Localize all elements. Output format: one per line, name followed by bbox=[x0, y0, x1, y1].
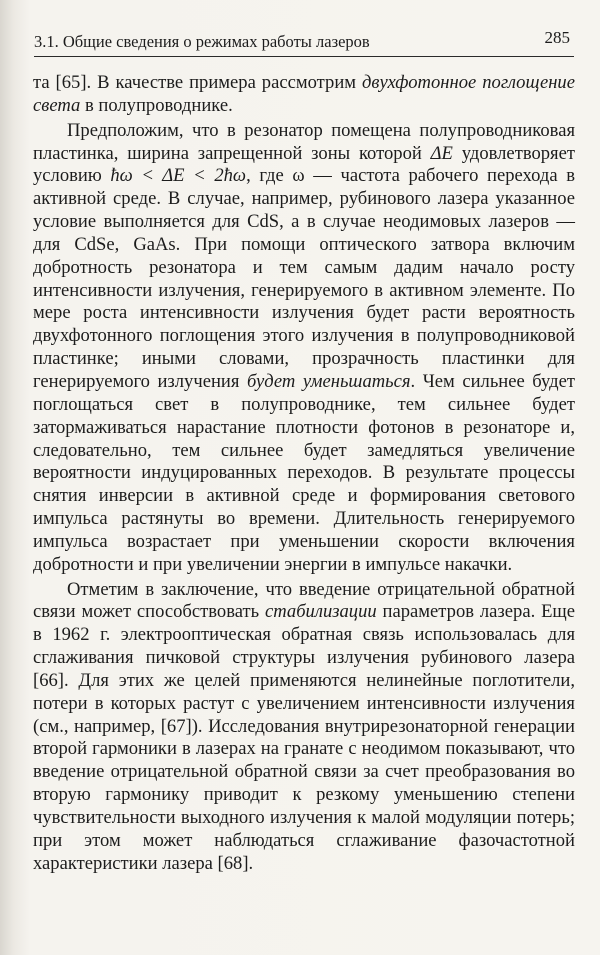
text-run: , где ω — частота рабочего перехода в активной среде. В случае, например, рубинового лазера указанное условие выполняется для CdS, а в случае неодимовых лазеров — для CdSe, GaAs. При помощи оптического затвора включим добротность резонатора и тем самым дадим начало росту интенсивности излучения, генерируемого в активном элементе. По мере роста интенсивности излучения будет расти вероятность двухфотонного поглощения этого излучения в полупроводниковой пластинке; иными словами, прозрачность пластинки для генерируемого излучения bbox=[33, 165, 575, 392]
paragraph bbox=[33, 579, 575, 876]
paragraph bbox=[33, 72, 575, 118]
paragraph bbox=[33, 120, 575, 577]
italic-text: стабилизации bbox=[264, 601, 377, 623]
text-run: в полупроводнике. bbox=[80, 94, 233, 116]
italic-text: ħω < ΔE < 2ħω bbox=[110, 165, 247, 187]
header-rule bbox=[34, 56, 574, 57]
page-number: 285 bbox=[544, 28, 570, 47]
text-run: Отметим в заключение, что введение отрицательной обратной связи может способствовать bbox=[33, 578, 575, 623]
text-run: параметров лазера. Еще в 1962 г. электрооптическая обратная связь использовалась для сглаживания пичковой структуры излучения рубинового лазера [66]. Для этих же целей применяются нелинейные поглотители, потери в которых растут с увеличением интенсивности излучения (см., например, [67]). Исследования внутрирезонаторной генерации второй гармоники в лазерах на гранате с неодимом показывают, что введение отрицательной обратной связи за счет преобразования во вторую гармонику приводит к резкому уменьшению степени чувствительности выходного излучения к малой модуляции потерь; при этом может наблюдаться сглаживание фазочастотной характеристики лазера [68]. bbox=[33, 601, 575, 874]
italic-text: двухфотонное поглощение света bbox=[33, 72, 575, 116]
body-text bbox=[33, 72, 575, 876]
section-title: 3.1. Общие сведения о режимах работы лазеров bbox=[34, 32, 370, 51]
text-run: Предположим, что в резонатор помещена полупроводниковая пластинка, ширина запрещенной зоны которой bbox=[33, 119, 575, 164]
italic-text: ΔE bbox=[430, 142, 453, 164]
text-run: удовлетворяет условию bbox=[33, 142, 575, 187]
text-run: . Чем сильнее будет поглощаться свет в полупроводнике, тем сильнее будет затормаживаться нарастание плотности фотонов в резонаторе и, следовательно, тем сильнее будет замедляться увеличение вероятности индуцированных переходов. В результате процессы снятия инверсии в активной среде и формирования светового импульса растянуты во времени. Длительность генерируемого импульса возрастает при уменьшении скорости включения добротности и при увеличении энергии в импульсе накачки. bbox=[33, 370, 575, 575]
running-header bbox=[34, 30, 574, 56]
text-run: та [65]. В качестве примера рассмотрим bbox=[33, 72, 363, 93]
italic-text: будет уменьшаться bbox=[246, 370, 411, 392]
